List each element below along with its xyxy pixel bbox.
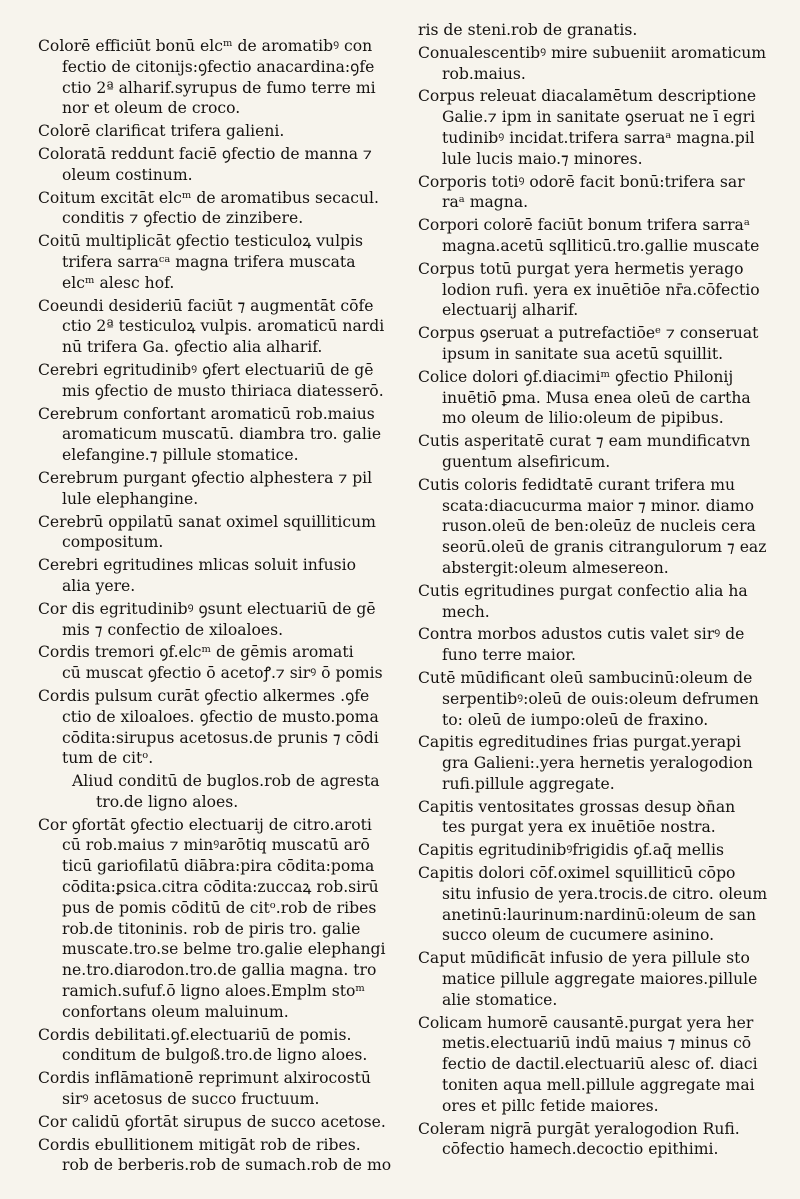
entry-first-line: Cordis tremori ꝯf.elcᵐ de gēmis aromati [38, 643, 354, 662]
text-entry [38, 771, 410, 813]
entry-first-line: Cor calidū ꝯfortāt sirupus de succo acetose. [38, 1112, 386, 1131]
entry-first-line: Colorē clarificat trifera galieni. [38, 122, 285, 141]
entry-first-line: Capitis egreditudines frias purgat.yerapi [418, 733, 741, 752]
text-entry [38, 1135, 410, 1177]
entry-continuation-line: cū rob.maius ⁊ minꝰarōtiq muscatū arō [62, 836, 370, 855]
entry-first-line: Capitis ventositates grossas desup ꝺn̄an [418, 797, 736, 816]
entry-first-line: Cerebrum confortant aromaticū rob.maius [38, 404, 375, 423]
entry-first-line: Cutis asperitatē curat ⁊ eam mundificatvn [418, 432, 751, 451]
entry-continuation-line: aromaticum muscatū. diambra tro. galie [62, 425, 382, 444]
entry-first-line: Corporis totiꝰ odorē facit bonū:trifera sar [418, 172, 745, 191]
text-entry [418, 172, 780, 214]
entry-continuation-line: toniten aqua mell.pillule aggregate mai [442, 1076, 755, 1095]
entry-continuation-line: tro.de ligno aloes. [96, 792, 239, 811]
entry-continuation-line: cōdita:ꝑsica.citra cōdita:zuccaꝝ rob.sirū [62, 878, 379, 897]
text-entry [418, 1119, 780, 1161]
entry-continuation-line: rob de berberis.rob de sumach.rob de mo [62, 1156, 392, 1175]
entry-continuation-line: ctio 2ª alharif.syrupus de fumo terre mi [62, 78, 376, 97]
entry-first-line: Cor ꝯfortāt ꝯfectio electuarij de citro.aroti [38, 815, 372, 834]
entry-first-line: Caput mūdificāt infusio de yera pillule sto [418, 949, 750, 968]
text-entry [38, 555, 410, 597]
entry-first-line: Coitum excitāt elcᵐ de aromatibus secacul. [38, 188, 379, 207]
entry-continuation-line: fectio de citonijs:ꝯfectio anacardina:ꝯfe [62, 57, 375, 76]
text-entry [38, 468, 410, 510]
entry-continuation-line: ctio 2ª testiculoꝝ vulpis. aromaticū nardi [62, 317, 385, 336]
text-entry [38, 404, 410, 466]
text-entry [418, 20, 780, 41]
entry-first-line: Corpus releuat diacalamētum descriptione [418, 87, 757, 106]
entry-first-line: Corpori colorē faciūt bonum trifera sarraᵃ [418, 216, 750, 235]
entry-continuation-line: funo terre maior. [442, 646, 576, 665]
entry-continuation-line: nū trifera Ga. ꝯfectio alia alharif. [62, 338, 323, 357]
entry-first-line: Coleram nigrā purgāt yeralogodion Rufi. [418, 1119, 740, 1138]
entry-continuation-line: lodion rufi. yera ex inuētiōe nr̄a.cōfectio [442, 280, 760, 299]
text-entry [38, 599, 410, 641]
text-entry [38, 1112, 410, 1133]
entry-continuation-line: mo oleum de lilio:oleum de pipibus. [442, 409, 724, 428]
entry-first-line: Conualescentibꝰ mire subueniit aromaticum [418, 43, 767, 62]
text-entry [38, 121, 410, 142]
text-entry [418, 840, 780, 861]
entry-first-line: Colorē efficiūt bonū elcᵐ de aromatibꝰ con [38, 37, 373, 55]
entry-continuation-line: gra Galieni:.yera hernetis yeralogodion [442, 754, 753, 773]
entry-continuation-line: sirꝰ acetosus de succo fructuum. [62, 1090, 320, 1109]
entry-continuation-line: ruson.oleū de ben:oleūz de nucleis cera [442, 517, 756, 536]
text-entry [38, 231, 410, 293]
text-entry [418, 581, 780, 623]
entry-first-line: Cerebrum purgant ꝯfectio alphestera ⁊ pil [38, 468, 373, 487]
text-entry [418, 668, 780, 730]
text-entry [418, 259, 780, 321]
entry-continuation-line: ipsum in sanitate sua acetū squillit. [442, 344, 724, 363]
entry-first-line: Cerebrū oppilatū sanat oximel squilliticum [38, 512, 376, 531]
entry-first-line: Cordis inflāmationē reprimunt alxirocostū [38, 1069, 371, 1088]
entry-first-line: Corpus ꝯseruat a putrefactiōeᵉ ⁊ conseruat [418, 324, 759, 343]
entry-continuation-line: Galie.⁊ ipm in sanitate ꝯseruat ne ī egri [442, 108, 756, 127]
entry-continuation-line: metis.electuariū indū maius ⁊ minus cō [442, 1034, 752, 1053]
entry-continuation-line: conditis ⁊ ꝯfectio de zinzibere. [62, 209, 304, 228]
entry-continuation-line: conditum de bulgoß.tro.de ligno aloes. [62, 1046, 368, 1065]
entry-first-line: Cordis pulsum curāt ꝯfectio alkermes .ꝯfe [38, 686, 370, 705]
entry-first-line: ris de steni.rob de granatis. [418, 21, 638, 39]
entry-continuation-line: ramich.sufuf.ō ligno aloes.Emplm stoᵐ [62, 982, 365, 1001]
entry-continuation-line: ctio de xiloaloes. ꝯfectio de musto.poma [62, 707, 379, 726]
entry-continuation-line: fectio de dactil.electuariū alesc of. diaci [442, 1055, 758, 1074]
entry-continuation-line: elefangine.⁊ pillule stomatice. [62, 446, 299, 465]
entry-continuation-line: cōfectio hamech.decoctio epithimi. [442, 1140, 719, 1159]
entry-continuation-line: nor et oleum de croco. [62, 99, 241, 118]
text-entry [38, 296, 410, 358]
entry-continuation-line: anetinū:laurinum:nardinū:oleum de san [442, 905, 757, 924]
entry-continuation-line: ticū gariofilatū diābra:pira cōdita:poma [62, 857, 375, 876]
entry-first-line: Corpus totū purgat yera hermetis yerago [418, 259, 744, 278]
text-entry [418, 797, 780, 839]
text-entry [38, 1068, 410, 1110]
entry-continuation-line: seorū.oleū de granis citrangulorum ⁊ eaz [442, 538, 767, 557]
text-entry [38, 188, 410, 230]
text-entry [38, 512, 410, 554]
entry-first-line: Cordis debilitati.ꝯf.electuariū de pomis. [38, 1025, 352, 1044]
entry-continuation-line: situ infusio de yera.trocis.de citro. oleum [442, 884, 768, 903]
entry-first-line: Capitis egritudinibꝰfrigidis ꝯf.aq̄ mellis [418, 841, 724, 860]
entry-continuation-line: ores et pillc fetide maiores. [442, 1096, 659, 1115]
text-entry [418, 215, 780, 257]
text-entry [418, 43, 780, 85]
entry-continuation-line: pus de pomis cōditū de citᵒ.rob de ribes [62, 898, 377, 917]
entry-continuation-line: lule elephangine. [62, 489, 199, 508]
entry-continuation-line: raᵃ magna. [442, 193, 529, 212]
entry-first-line: Capitis dolori cōf.oximel squilliticū cōpo [418, 864, 736, 883]
entry-continuation-line: muscate.tro.se belme tro.galie elephangi [62, 940, 386, 959]
entry-continuation-line: rob.maius. [442, 64, 526, 83]
text-entry [418, 732, 780, 794]
entry-continuation-line: abstergit:oleum almesereon. [442, 558, 669, 577]
text-entry [418, 367, 780, 429]
entry-continuation-line: rufi.pillule aggregate. [442, 774, 615, 793]
entry-first-line: Cordis ebullitionem mitigāt rob de ribes. [38, 1135, 361, 1154]
text-entry [418, 86, 780, 169]
entry-continuation-line: inuētiō ꝑma. Musa enea oleū de cartha [442, 388, 751, 407]
entry-continuation-line: elcᵐ alesc hof. [62, 273, 175, 292]
entry-continuation-line: mech. [442, 602, 490, 621]
entry-continuation-line: alie stomatice. [442, 990, 558, 1009]
text-entry [38, 1025, 410, 1067]
entry-continuation-line: compositum. [62, 533, 164, 552]
text-entry [418, 948, 780, 1010]
entry-first-line: Colicam humorē causantē.purgat yera her [418, 1013, 754, 1032]
text-entry [38, 36, 410, 119]
text-entry [38, 686, 410, 769]
entry-first-line: Colice dolori ꝯf.diacimiᵐ ꝯfectio Philonij [418, 367, 734, 386]
text-entry [418, 431, 780, 473]
entry-first-line: Cerebri egritudinibꝰ ꝯfert electuariū de gē [38, 360, 374, 379]
entry-first-line: Coloratā reddunt faciē ꝯfectio de manna ⁊ [38, 144, 372, 163]
entry-continuation-line: trifera sarraᶜᵃ magna trifera muscata [62, 252, 356, 271]
text-entry [38, 360, 410, 402]
entry-continuation-line: alia yere. [62, 576, 136, 595]
entry-continuation-line: tes purgat yera ex inuētiōe nostra. [442, 818, 716, 837]
entry-continuation-line: scata:diacucurma maior ⁊ minor. diamo [442, 496, 755, 515]
entry-continuation-line: cū muscat ꝯfectio ō acetoꝭ.⁊ sirꝰ ō pomis [62, 664, 383, 683]
text-entry [418, 1013, 780, 1117]
entry-continuation-line: mis ꝯfectio de musto thiriaca diatesserō. [62, 381, 384, 400]
entry-first-line: Cutē mūdificant oleū sambucinū:oleum de [418, 668, 753, 687]
entry-continuation-line: magna.acetū sqlliticū.tro.gallie muscate [442, 236, 760, 255]
entry-first-line: Coeundi desideriū faciūt ⁊ augmentāt cōfe [38, 296, 374, 315]
entry-continuation-line: ne.tro.diarodon.tro.de gallia magna. tro [62, 961, 377, 980]
entry-continuation-line: guentum alsefiricum. [442, 452, 611, 471]
entry-first-line: Cerebri egritudines mlicas soluit infusio [38, 556, 356, 575]
text-entry [38, 144, 410, 186]
entry-first-line: Cutis coloris fedidtatē curant trifera mu [418, 475, 736, 494]
text-entry [38, 815, 410, 1023]
left-column [38, 36, 410, 1179]
entry-continuation-line: confortans oleum maluinum. [62, 1002, 289, 1021]
entry-first-line: Cor dis egritudinibꝰ ꝯsunt electuariū de gē [38, 599, 376, 618]
entry-continuation-line: succo oleum de cucumere asinino. [442, 926, 715, 945]
text-entry [418, 863, 780, 946]
entry-continuation-line: lule lucis maio.⁊ minores. [442, 149, 643, 168]
entry-first-line: Coitū multiplicāt ꝯfectio testiculoꝝ vulpis [38, 232, 364, 251]
entry-continuation-line: to: oleū de iumpo:oleū de fraxino. [442, 710, 709, 729]
entry-continuation-line: serpentibꝰ:oleū de ouis:oleum defrumen [442, 689, 759, 708]
entry-first-line: Contra morbos adustos cutis valet sirꝰ de [418, 625, 745, 644]
entry-continuation-line: cōdita:sirupus acetosus.de prunis ⁊ cōdi [62, 728, 379, 747]
text-entry [38, 642, 410, 684]
entry-continuation-line: electuarij alharif. [442, 301, 579, 320]
entry-continuation-line: matice pillule aggregate maiores.pillule [442, 970, 758, 989]
entry-continuation-line: tum de citᵒ. [62, 749, 154, 768]
text-entry [418, 624, 780, 666]
entry-continuation-line: mis ⁊ confectio de xiloaloes. [62, 620, 284, 639]
entry-first-line: Cutis egritudines purgat confectio alia ha [418, 581, 748, 600]
text-entry [418, 475, 780, 579]
entry-first-line: Aliud conditū de buglos.rob de agresta [72, 772, 380, 791]
right-column [418, 20, 780, 1179]
entry-continuation-line: rob.de titoninis. rob de piris tro. galie [62, 919, 361, 938]
entry-continuation-line: oleum costinum. [62, 165, 193, 184]
text-entry [418, 323, 780, 365]
entry-continuation-line: tudinibꝰ incidat.trifera sarraᵃ magna.pil [442, 128, 755, 147]
